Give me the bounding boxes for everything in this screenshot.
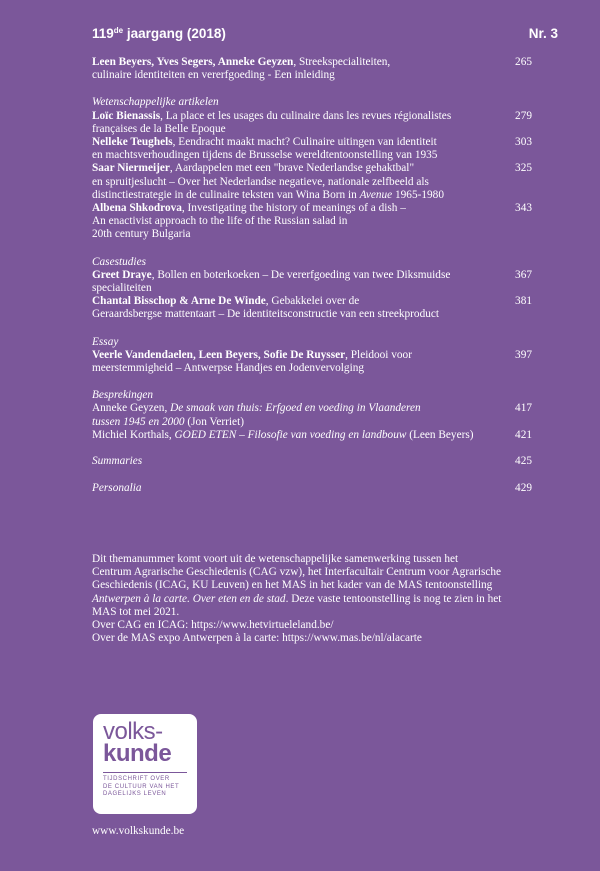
entry-page: 367	[515, 268, 532, 281]
entry-title: , Investigating the history of meanings of a dish –	[181, 202, 406, 215]
entry-authors: Albena Shkodrova	[92, 202, 182, 215]
entry-title: , Pleidooi voor	[345, 348, 412, 361]
section-heading-articles: Wetenschappelijke artikelen	[92, 96, 219, 109]
volume-year: jaargang (2018)	[123, 26, 226, 41]
entry-authors: Loïc Bienassis	[92, 109, 161, 122]
logo-word-2: kunde	[103, 740, 172, 767]
entry-title-cont: culinaire identiteiten en vererfgoeding - Een inleiding	[92, 69, 335, 82]
note-line: Geschiedenis (ICAG, KU Leuven) en het MAS in het kader van de MAS tentoonstelling	[92, 579, 493, 592]
note-line: MAS tot mei 2021.	[92, 605, 180, 618]
entry-page: 425	[515, 455, 532, 468]
review-title-cont: tussen 1945 en 2000	[92, 415, 185, 428]
review-title: GOED ETEN – Filosofie van voeding en landbouw	[174, 428, 407, 441]
section-heading-personalia: Personalia	[92, 482, 142, 495]
website-link[interactable]: www.volkskunde.be	[92, 825, 185, 837]
toc-entry-intro[interactable]	[92, 56, 532, 82]
entry-title-cont: specialiteiten	[92, 282, 152, 295]
entry-title-cont: françaises de la Belle Epoque	[92, 122, 226, 135]
entry-title: , Eendracht maakt macht? Culinaire uitingen van identiteit	[172, 136, 437, 149]
toc-entry-essay[interactable]	[92, 349, 532, 375]
page-header	[92, 26, 558, 46]
exhibition-title: Antwerpen à la carte. Over eten en de stad	[92, 592, 286, 605]
review-author: Michiel Korthals,	[92, 428, 175, 441]
mas-link[interactable]: Over de MAS expo Antwerpen à la carte: https://www.mas.be/nl/alacarte	[92, 632, 422, 645]
entry-title-cont: 20th century Bulgaria	[92, 228, 191, 241]
toc-entry-personalia[interactable]	[92, 482, 532, 495]
toc-entry-review[interactable]	[92, 402, 532, 428]
volume-sup: de	[113, 26, 124, 35]
entry-page: 421	[515, 428, 532, 441]
entry-title: , Gebakkelei over de	[265, 295, 360, 308]
entry-authors: Leen Beyers, Yves Segers, Anneke Geyzen	[92, 56, 294, 68]
entry-title: , Streekspecialiteiten,	[293, 56, 391, 68]
entry-title-cont: distinctiestrategie in de culinaire teksten van Wina Born in	[92, 188, 360, 201]
entry-title: , Bollen en boterkoeken – De vererfgoeding van twee Diksmuidse	[151, 268, 451, 281]
table-of-contents	[92, 56, 532, 495]
entry-authors: Veerle Vandendaelen, Leen Beyers, Sofie De Ruysser	[92, 348, 346, 361]
review-title: De smaak van thuis: Erfgoed en voeding in Vlaanderen	[170, 402, 421, 415]
cag-link[interactable]: Over CAG en ICAG: https://www.hetvirtueleland.be/	[92, 619, 334, 632]
entry-title-cont: Geraardsbergse mattentaart – De identiteitsconstructie van een streekproduct	[92, 308, 440, 321]
volkskunde-logo	[93, 714, 197, 814]
section-heading-essay: Essay	[92, 335, 119, 348]
section-heading-reviews: Besprekingen	[92, 389, 154, 402]
entry-title-journal: Avenue	[359, 188, 393, 201]
entry-authors: Saar Niermeijer	[92, 162, 170, 175]
volume-label	[92, 26, 226, 41]
toc-entry-review[interactable]	[92, 429, 532, 442]
toc-entry-article[interactable]	[92, 136, 532, 162]
entry-title: , Aardappelen met een "brave Nederlandse gehaktbal"	[169, 162, 415, 175]
entry-page: 303	[515, 136, 532, 149]
toc-entry-summaries[interactable]	[92, 455, 532, 468]
entry-page: 325	[515, 162, 532, 175]
entry-authors: Chantal Bisschop & Arne De Winde	[92, 295, 266, 308]
toc-entry-casestudy[interactable]	[92, 269, 532, 295]
entry-title: , La place et les usages du culinaire dans les revues régionalistes	[160, 109, 452, 122]
logo-tagline: TIJDSCHRIFT OVER DE CULTUUR VAN HET DAGELIJKS LEVEN	[103, 776, 180, 797]
entry-title-cont: 1965-1980	[392, 188, 444, 201]
entry-authors: Nelleke Teughels	[92, 136, 173, 149]
entry-title-cont: An enactivist approach to the life of the Russian salad in	[92, 215, 348, 228]
volume-number: 119	[92, 26, 114, 41]
logo-divider	[103, 772, 187, 773]
section-heading-casestudies: Casestudies	[92, 255, 146, 268]
entry-page: 279	[515, 109, 532, 122]
issue-number: Nr. 3	[528, 26, 558, 41]
entry-page: 265	[515, 56, 532, 68]
entry-title-cont: en spruitjeslucht – Over het Nederlandse negatieve, nationale zelfbeeld als	[92, 175, 429, 188]
note-line: Centrum Agrarische Geschiedenis (CAG vzw), het Interfacultair Centrum voor Agrarische	[92, 566, 502, 579]
toc-entry-article[interactable]	[92, 110, 532, 136]
issue-note	[92, 553, 542, 645]
entry-page: 397	[515, 348, 532, 361]
section-heading-summaries: Summaries	[92, 455, 143, 468]
toc-entry-article[interactable]	[92, 202, 532, 242]
logo-word-1: volks-	[103, 718, 163, 745]
note-line: . Deze vaste tentoonstelling is nog te zien in het	[285, 592, 502, 605]
entry-page: 417	[515, 402, 532, 415]
toc-entry-article[interactable]	[92, 162, 532, 202]
entry-title-cont: en machtsverhoudingen tijdens de Brusselse wereldtentoonstelling van 1935	[92, 149, 438, 162]
note-line: Dit themanummer komt voort uit de wetenschappelijke samenwerking tussen het	[92, 553, 459, 565]
toc-entry-casestudy[interactable]	[92, 295, 532, 321]
reviewer: (Leen Beyers)	[406, 428, 474, 441]
entry-page: 429	[515, 482, 532, 495]
entry-page: 343	[515, 202, 532, 215]
entry-title-cont: meerstemmigheid – Antwerpse Handjes en Jodenvervolging	[92, 362, 365, 375]
entry-page: 381	[515, 295, 532, 308]
entry-authors: Greet Draye	[92, 268, 152, 281]
reviewer: (Jon Verriet)	[184, 415, 244, 428]
review-author: Anneke Geyzen,	[92, 402, 171, 415]
